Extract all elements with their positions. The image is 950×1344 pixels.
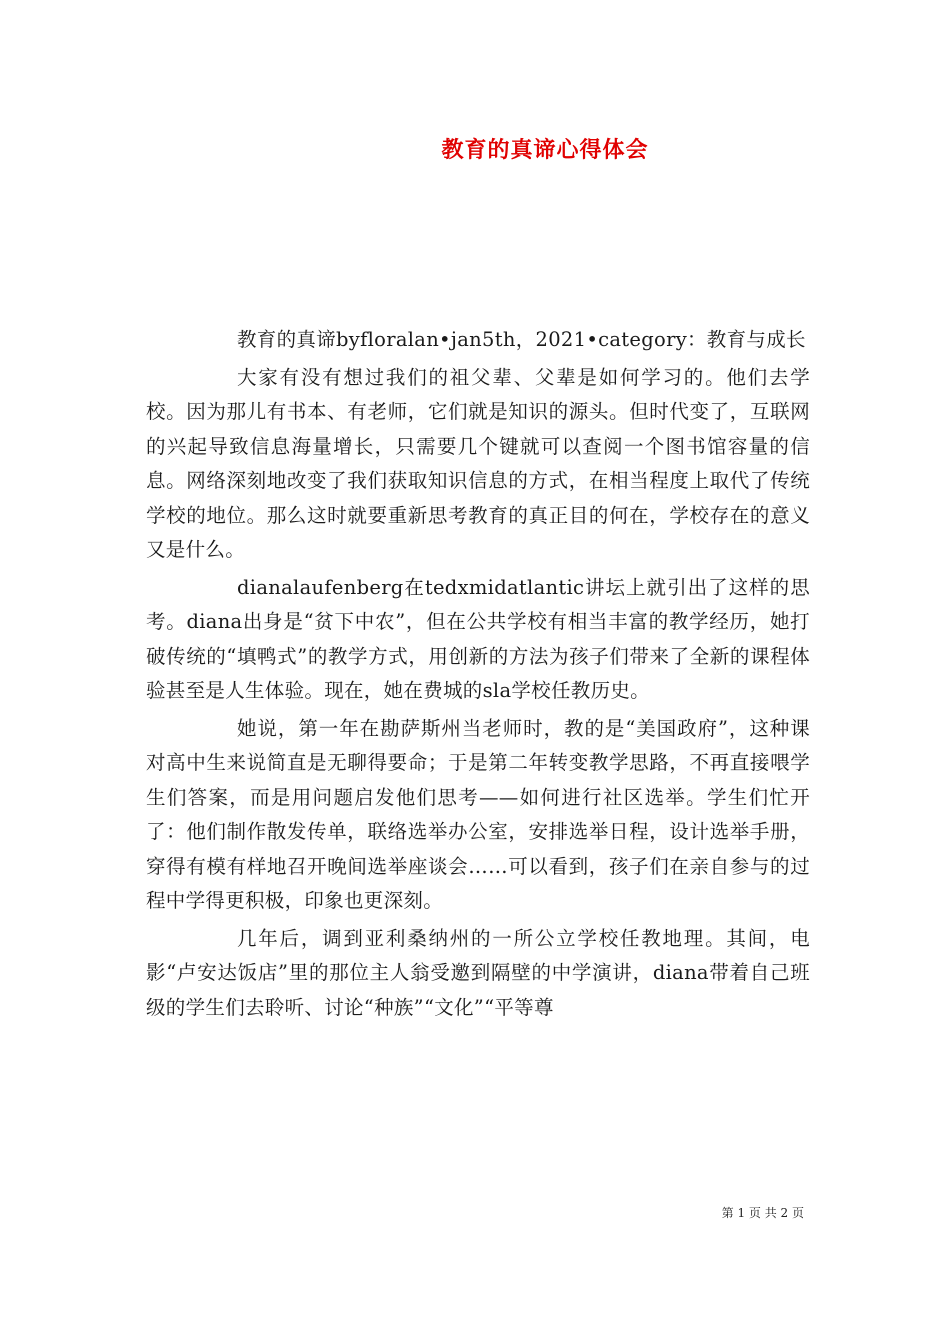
byline-paragraph: 教育的真谛byfloralan•jan5th，2021•category：教育与成长 [237,328,806,351]
body-paragraph: 几年后，调到亚利桑纳州的一所公立学校任教地理。其间，电影“卢安达饭店”里的那位主人翁受邀到隔壁的中学演讲，diana带着自己班级的学生们去聆听、讨论“种族”“文化”“平等尊 [146,926,810,1019]
body-paragraph: 大家有没有想过我们的祖父辈、父辈是如何学习的。他们去学校。因为那儿有书本、有老师，它们就是知识的源头。但时代变了，互联网的兴起导致信息海量增长，只需要几个键就可以查阅一个图书馆容量的信息。网络深刻地改变了我们获取知识信息的方式，在相当程度上取代了传统学校的地位。那么这时就要重新思考教育的真正目的何在，学校存在的意义又是什么。 [146,365,810,561]
document-body [146,323,810,1028]
body-paragraph: dianalaufenberg在tedxmidatlantic讲坛上就引出了这样的思考。diana出身是“贫下中农”，但在公共学校有相当丰富的教学经历，她打破传统的“填鸭式”的教学方式，用创新的方法为孩子们带来了全新的课程体验甚至是人生体验。现在，她在费城的sla学校任教历史。 [146,575,810,702]
body-paragraph: 她说，第一年在勘萨斯州当老师时，教的是“美国政府”，这种课对高中生来说简直是无聊得要命；于是第二年转变教学思路，不再直接喂学生们答案，而是用问题启发他们思考——如何进行社区选举。学生们忙开了：他们制作散发传单，联络选举办公室，安排选举日程，设计选举手册，穿得有模有样地召开晚间选举座谈会……可以看到，孩子们在亲自参与的过程中学得更积极，印象也更深刻。 [146,716,810,912]
page-number-footer: 第 1 页 共 2 页 [721,1206,804,1220]
document-title: 教育的真谛心得体会 [441,137,649,163]
